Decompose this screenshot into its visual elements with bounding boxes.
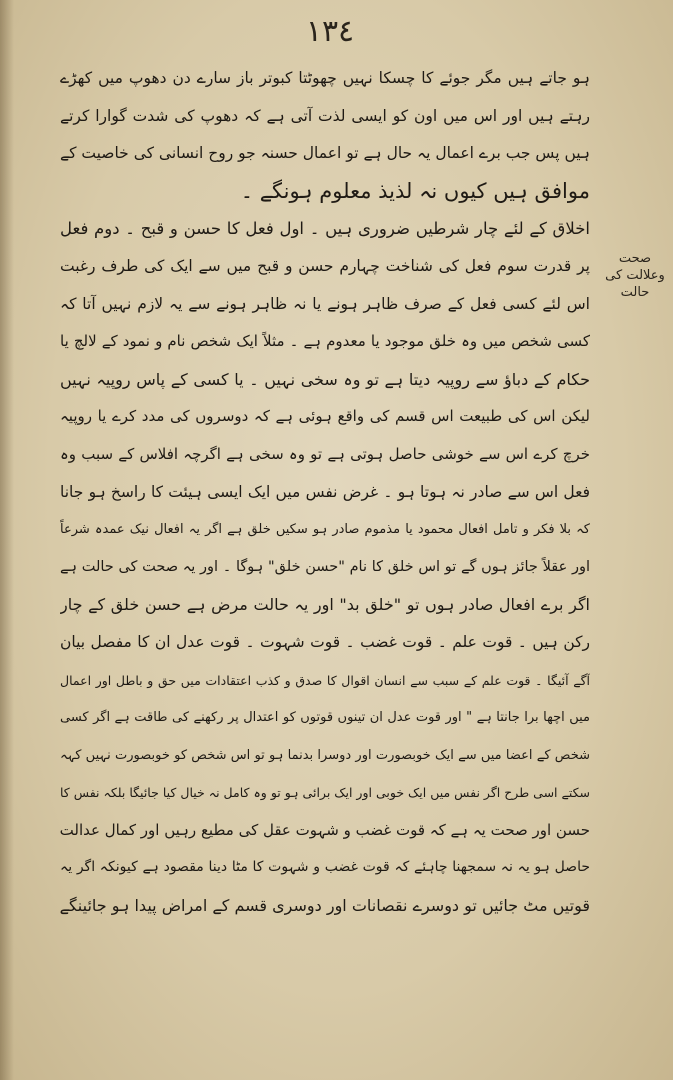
text-line: قوتیں مٹ جائیں تو دوسرے نقصانات اور دوسری قسم کے امراض پیدا ہو جائینگے (60, 896, 590, 916)
text-line: پر قدرت سوم فعل کی شناخت چہارم حسن و قبح میں سے ایک کی طرف رغبت (60, 256, 590, 275)
text-line: سکتے اسی طرح اگر نفس میں ایک خوبی اور ایک برائی ہو تو وہ کامل نہ خیال کیا جائیگا بلکہ نفس کا (60, 785, 590, 801)
text-line: کسی شخص میں وہ خلق موجود یا معدوم ہے ۔ مثلاً ایک شخص نام و نمود کے لالچ یا (60, 332, 590, 351)
text-line: فعل اس سے صادر نہ ہوتا ہو ۔ غرض نفس میں ایک ایسی ہیئت کا راسخ ہو جانا (60, 482, 590, 501)
text-line: اس لئے کسی فعل کے صرف ظاہر ہونے یا نہ ظاہر ہونے سے یہ لازم نہیں آتا کہ (60, 294, 590, 313)
text-line: اور عقلاً جائز ہوں گے تو اس خلق کا نام "حسن خلق" ہوگا ۔ اور یہ صحت کی حالت ہے (60, 558, 590, 575)
text-line: حکام کے دباؤ سے روپیہ دیتا ہے تو وہ سخی نہیں ۔ یا کسی کے پاس روپیہ نہیں (60, 369, 590, 389)
text-line: کہ بلا فکر و تامل افعال محمود یا مذموم صادر ہو سکیں خلق ہے اگر یہ افعال نیک عمدہ شرعاً (60, 522, 590, 538)
text-line: رکن ہیں ۔ قوت علم ۔ قوت غضب ۔ قوت شہوت ۔ قوت عدل ان کا مفصل بیان (60, 632, 590, 651)
text-line: اگر برے افعال صادر ہوں تو "خلق بد" اور یہ حالت مرض ہے حسن خلق کے چار (60, 595, 590, 615)
text-line: ہیں پس جب برے اعمال یہ حال ہے تو اعمال حسنہ جو روح انسانی کی خاصیت کے (60, 144, 590, 163)
text-line: اخلاق کے لئے چار شرطیں ضروری ہیں ۔ اول فعل کا حسن و قبح ۔ دوم فعل (60, 219, 590, 239)
binding-shadow (0, 0, 14, 1080)
text-line: رہتے ہیں اور اس میں اون کو ایسی لذت آتی ہے کہ دھوپ کی شدت گوارا کرتے (60, 106, 590, 125)
text-line: آگے آئیگا ۔ قوت علم کے سبب سے انسان اقوال کا صدق و کذب اعتقادات میں حق و باطل اور اعمال (60, 672, 590, 688)
text-line: ہو جاتے ہیں مگر جوئے کا چسکا نہیں چھوٹتا کبوتر باز سارے دن دھوپ میں کھڑے (60, 69, 590, 87)
text-line: میں اچھا برا جانتا ہے " اور قوت عدل ان تینوں قوتوں کو اعتدال پر رکھنے کی طاقت ہے اگر کسی (60, 710, 590, 726)
body-text (60, 60, 590, 925)
text-line: لیکن اس کی طبیعت اس قسم کی واقع ہوئی ہے کہ دوسروں کی مدد کرے یا روپیہ (60, 407, 590, 426)
margin-note: صحت وعلالت کی حالت (605, 251, 665, 300)
text-line: خرچ کرے اس سے خوشی حاصل ہوتی ہے تو وہ سخی ہے اگرچہ افلاس کے سبب وہ (60, 444, 590, 463)
text-line: موافق ہیں کیوں نہ لذیذ معلوم ہونگے ۔ (240, 178, 590, 203)
page-number: ١٣٤ (305, 14, 355, 49)
text-line: شخص کے اعضا میں سے ایک خوبصورت اور دوسرا بدنما ہو تو اس شخص کو خوبصورت نہیں کہہ (60, 747, 590, 763)
text-line: حاصل ہو یہ نہ سمجھنا چاہئے کہ قوت غضب و شہوت کا مٹا دینا مقصود ہے کیونکہ اگر یہ (60, 859, 590, 876)
text-line: حسن اور صحت یہ ہے کہ قوت غضب و شہوت عقل کی مطیع رہیں اور کمال عدالت (60, 820, 590, 839)
